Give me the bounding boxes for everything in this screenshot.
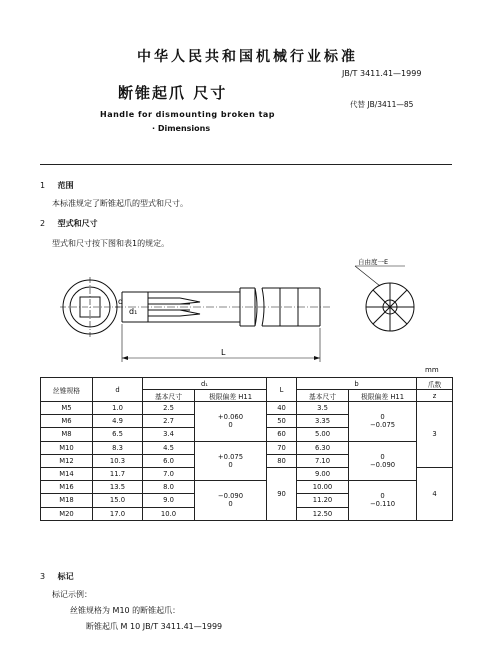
cell-b: 5.00 <box>297 428 349 441</box>
label-d1: d₁ <box>129 307 138 316</box>
section-3-number: 3 <box>40 572 46 581</box>
header-rule <box>40 164 452 165</box>
cell-d: 10.3 <box>93 454 143 467</box>
section-2-title: 型式和尺寸 <box>57 219 98 228</box>
cell-L: 80 <box>267 454 297 467</box>
header-d1-tol: 极限偏差 H11 <box>195 390 267 402</box>
section-3-title: 标记 <box>57 572 74 581</box>
cell-d1: 2.5 <box>143 402 195 415</box>
header-b-tol: 极限偏差 H11 <box>349 390 417 402</box>
header-spec: 丝锥规格 <box>41 378 93 402</box>
section-2-text: 型式和尺寸按下图和表1的规定。 <box>52 239 170 248</box>
table-row <box>41 481 453 494</box>
document-title: 断锥起爪 尺寸 <box>118 84 228 102</box>
cell-spec: M5 <box>41 402 93 415</box>
cell-d: 6.5 <box>93 428 143 441</box>
cell-b-tol: 0 −0.075 <box>349 402 417 442</box>
header-d1: d₁ <box>143 378 267 390</box>
cell-L: 90 <box>267 467 297 520</box>
standard-title: 中华人民共和国机械行业标准 <box>137 49 358 65</box>
header-d1-basic: 基本尺寸 <box>143 390 195 402</box>
section-1-title: 范围 <box>57 181 74 190</box>
cell-L: 60 <box>267 428 297 441</box>
cell-b: 11.20 <box>297 494 349 507</box>
cell-spec: M20 <box>41 507 93 520</box>
tap-handle-drawing <box>30 258 450 368</box>
cell-b: 6.30 <box>297 441 349 454</box>
cell-d1: 10.0 <box>143 507 195 520</box>
cell-spec: M12 <box>41 454 93 467</box>
cell-spec: M14 <box>41 467 93 480</box>
section-1-text: 本标准规定了断锥起爪的型式和尺寸。 <box>52 199 188 208</box>
cell-b: 3.5 <box>297 402 349 415</box>
cell-b: 9.00 <box>297 467 349 480</box>
cell-L: 50 <box>267 415 297 428</box>
english-subtitle: · Dimensions <box>152 124 211 133</box>
cell-d: 4.9 <box>93 415 143 428</box>
standard-number: JB/T 3411.41—1999 <box>342 69 422 78</box>
cell-d: 1.0 <box>93 402 143 415</box>
label-d: d <box>118 297 124 306</box>
section-2-number: 2 <box>40 219 46 228</box>
cell-d1-tol: +0.060 0 <box>195 402 267 442</box>
header-d: d <box>93 378 143 402</box>
cell-d1: 9.0 <box>143 494 195 507</box>
cell-d: 17.0 <box>93 507 143 520</box>
cell-spec: M18 <box>41 494 93 507</box>
header-z: z <box>417 390 453 402</box>
cell-b: 10.00 <box>297 481 349 494</box>
cell-d1: 8.0 <box>143 481 195 494</box>
label-L: L <box>221 348 226 357</box>
header-b: b <box>297 378 417 390</box>
cell-d1-tol: +0.075 0 <box>195 441 267 481</box>
section-2-heading <box>40 218 98 229</box>
header-claws: 爪数 <box>417 378 453 390</box>
cell-spec: M6 <box>41 415 93 428</box>
table-row <box>41 402 453 415</box>
cell-L: 70 <box>267 441 297 454</box>
cell-d: 8.3 <box>93 441 143 454</box>
cell-b: 12.50 <box>297 507 349 520</box>
cell-d1: 6.0 <box>143 454 195 467</box>
english-title: Handle for dismounting broken tap <box>100 110 276 119</box>
cell-spec: M8 <box>41 428 93 441</box>
cell-d: 11.7 <box>93 467 143 480</box>
cell-d: 13.5 <box>93 481 143 494</box>
cell-spec: M16 <box>41 481 93 494</box>
table-row <box>41 441 453 454</box>
cell-d1: 7.0 <box>143 467 195 480</box>
replaces-note: 代替 JB/3411—85 <box>350 100 414 109</box>
label-tolerance: 自由度一E <box>358 258 389 266</box>
cell-z: 3 <box>417 402 453 468</box>
cell-spec: M10 <box>41 441 93 454</box>
cell-L: 40 <box>267 402 297 415</box>
cell-d1: 2.7 <box>143 415 195 428</box>
cell-z: 4 <box>417 467 453 520</box>
marking-example: 断锥起爪 M 10 JB/T 3411.41—1999 <box>86 622 223 631</box>
cell-d1: 3.4 <box>143 428 195 441</box>
cell-b: 7.10 <box>297 454 349 467</box>
cell-b-tol: 0 −0.110 <box>349 481 417 521</box>
header-L: L <box>267 378 297 402</box>
dimensions-table <box>40 377 453 521</box>
marking-example-label: 标记示例： <box>52 590 92 599</box>
cell-d: 15.0 <box>93 494 143 507</box>
table-unit: mm <box>425 366 439 374</box>
section-1-number: 1 <box>40 181 46 190</box>
section-3-heading <box>40 571 74 582</box>
header-b-basic: 基本尺寸 <box>297 390 349 402</box>
cell-b: 3.35 <box>297 415 349 428</box>
marking-example-desc: 丝锥规格为 M10 的断锥起爪： <box>70 606 181 615</box>
cell-b-tol: 0 −0.090 <box>349 441 417 481</box>
cell-d1: 4.5 <box>143 441 195 454</box>
section-1-heading <box>40 180 74 191</box>
cell-d1-tol: −0.090 0 <box>195 481 267 521</box>
